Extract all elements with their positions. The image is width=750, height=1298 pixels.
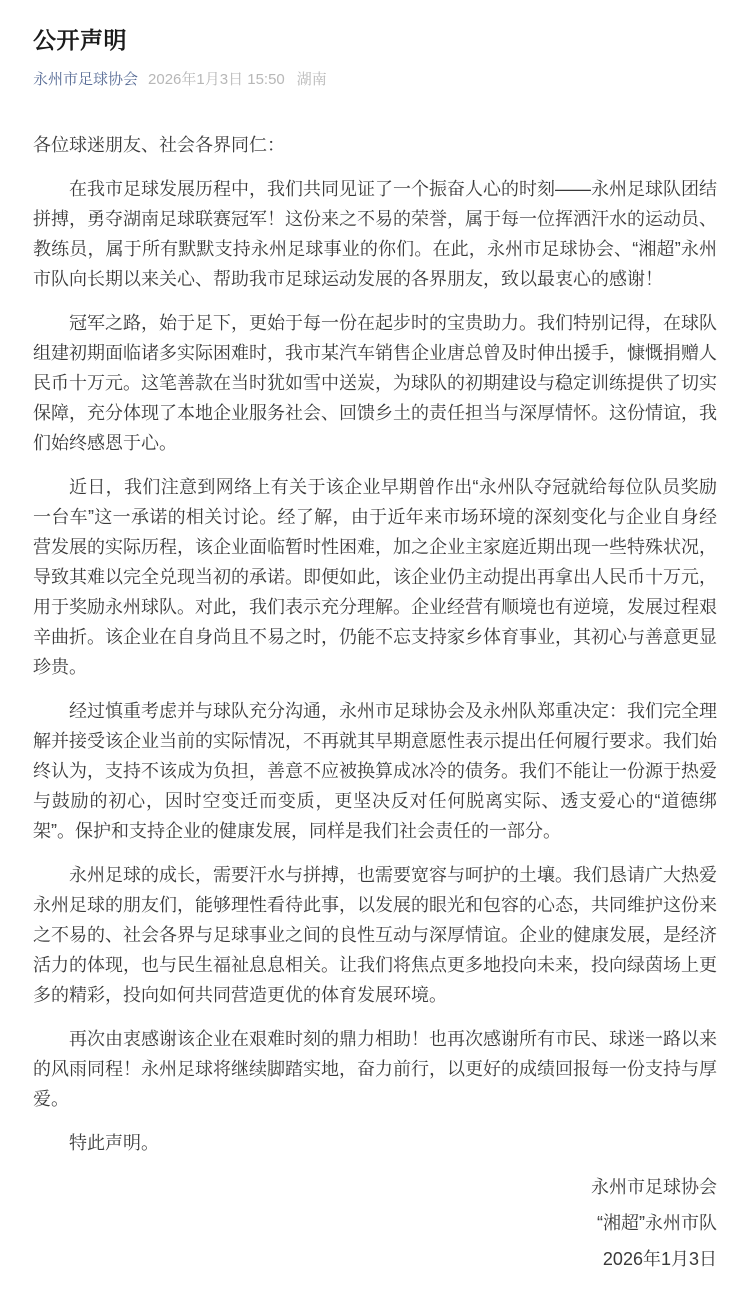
article-paragraph-1: 在我市足球发展历程中，我们共同见证了一个振奋人心的时刻——永州足球队团结拼搏，勇夺湖南足球联赛冠军！这份来之不易的荣誉，属于每一位挥洒汗水的运动员、教练员，属于所有默默支持永州足球事业的你们。在此，永州市足球协会、“湘超”永州市队向长期以来关心、帮助我市足球运动发展的各界朋友，致以最衷心的感谢！: [33, 179, 717, 289]
greeting-line: 各位球迷朋友、社会各界同仁：: [33, 135, 285, 155]
article-paragraph-4: 经过慎重考虑并与球队充分沟通，永州市足球协会及永州队郑重决定：我们完全理解并接受该企业当前的实际情况，不再就其早期意愿性表示提出任何履行要求。我们始终认为，支持不该成为负担，善意不应被换算成冰冷的债务。我们不能让一份源于热爱与鼓励的初心，因时空变迁而变质，更坚决反对任何脱离实际、透支爱心的“道德绑架”。保护和支持企业的健康发展，同样是我们社会责任的一部分。: [33, 701, 717, 841]
article-body: [33, 130, 717, 1158]
article-paragraph-2: 冠军之路，始于足下，更始于每一份在起步时的宝贵助力。我们特别记得，在球队组建初期面临诸多实际困难时，我市某汽车销售企业唐总曾及时伸出援手，慷慨捐赠人民币十万元。这笔善款在当时犹如雪中送炭，为球队的初期建设与稳定训练提供了切实保障，充分体现了本地企业服务社会、回馈乡土的责任担当与深厚情怀。这份情谊，我们始终感恩于心。: [33, 313, 717, 453]
closing-line: 特此声明。: [69, 1133, 159, 1153]
byline: [33, 69, 717, 90]
author-link[interactable]: 永州市足球协会: [33, 71, 139, 88]
signature-date: 2026年1月3日: [602, 1249, 717, 1269]
article-paragraph-6: 再次由衷感谢该企业在艰难时刻的鼎力相助！也再次感谢所有市民、球迷一路以来的风雨同程！永州足球将继续脚踏实地，奋力前行，以更好的成绩回报每一份支持与厚爱。: [33, 1029, 717, 1109]
signature-association: 永州市足球协会: [591, 1177, 717, 1197]
publish-date: 2026年1月3日 15:50: [148, 71, 285, 88]
article-title: 公开声明: [33, 27, 127, 53]
signature-team: “湘超”永州市队: [597, 1213, 717, 1233]
signature-block: [33, 1172, 717, 1274]
article-paragraph-5: 永州足球的成长，需要汗水与拼搏，也需要宽容与呵护的土壤。我们恳请广大热爱永州足球的朋友们，能够理性看待此事，以发展的眼光和包容的心态，共同维护这份来之不易的、社会各界与足球事业之间的良性互动与深厚情谊。企业的健康发展，是经济活力的体现，也与民生福祉息息相关。让我们将焦点更多地投向未来，投向绿茵场上更多的精彩，投向如何共同营造更优的体育发展环境。: [33, 865, 717, 1005]
publish-location: 湖南: [296, 71, 327, 88]
article-paragraph-3: 近日，我们注意到网络上有关于该企业早期曾作出“永州队夺冠就给每位队员奖励一台车”这一承诺的相关讨论。经了解，由于近年来市场环境的深刻变化与企业自身经营发展的实际历程，该企业面临暂时性困难，加之企业主家庭近期出现一些特殊状况，导致其难以完全兑现当初的承诺。即便如此，该企业仍主动提出再拿出人民币十万元，用于奖励永州球队。对此，我们表示充分理解。企业经营有顺境也有逆境，发展过程艰辛曲折。该企业在自身尚且不易之时，仍能不忘支持家乡体育事业，其初心与善意更显珍贵。: [33, 477, 717, 677]
